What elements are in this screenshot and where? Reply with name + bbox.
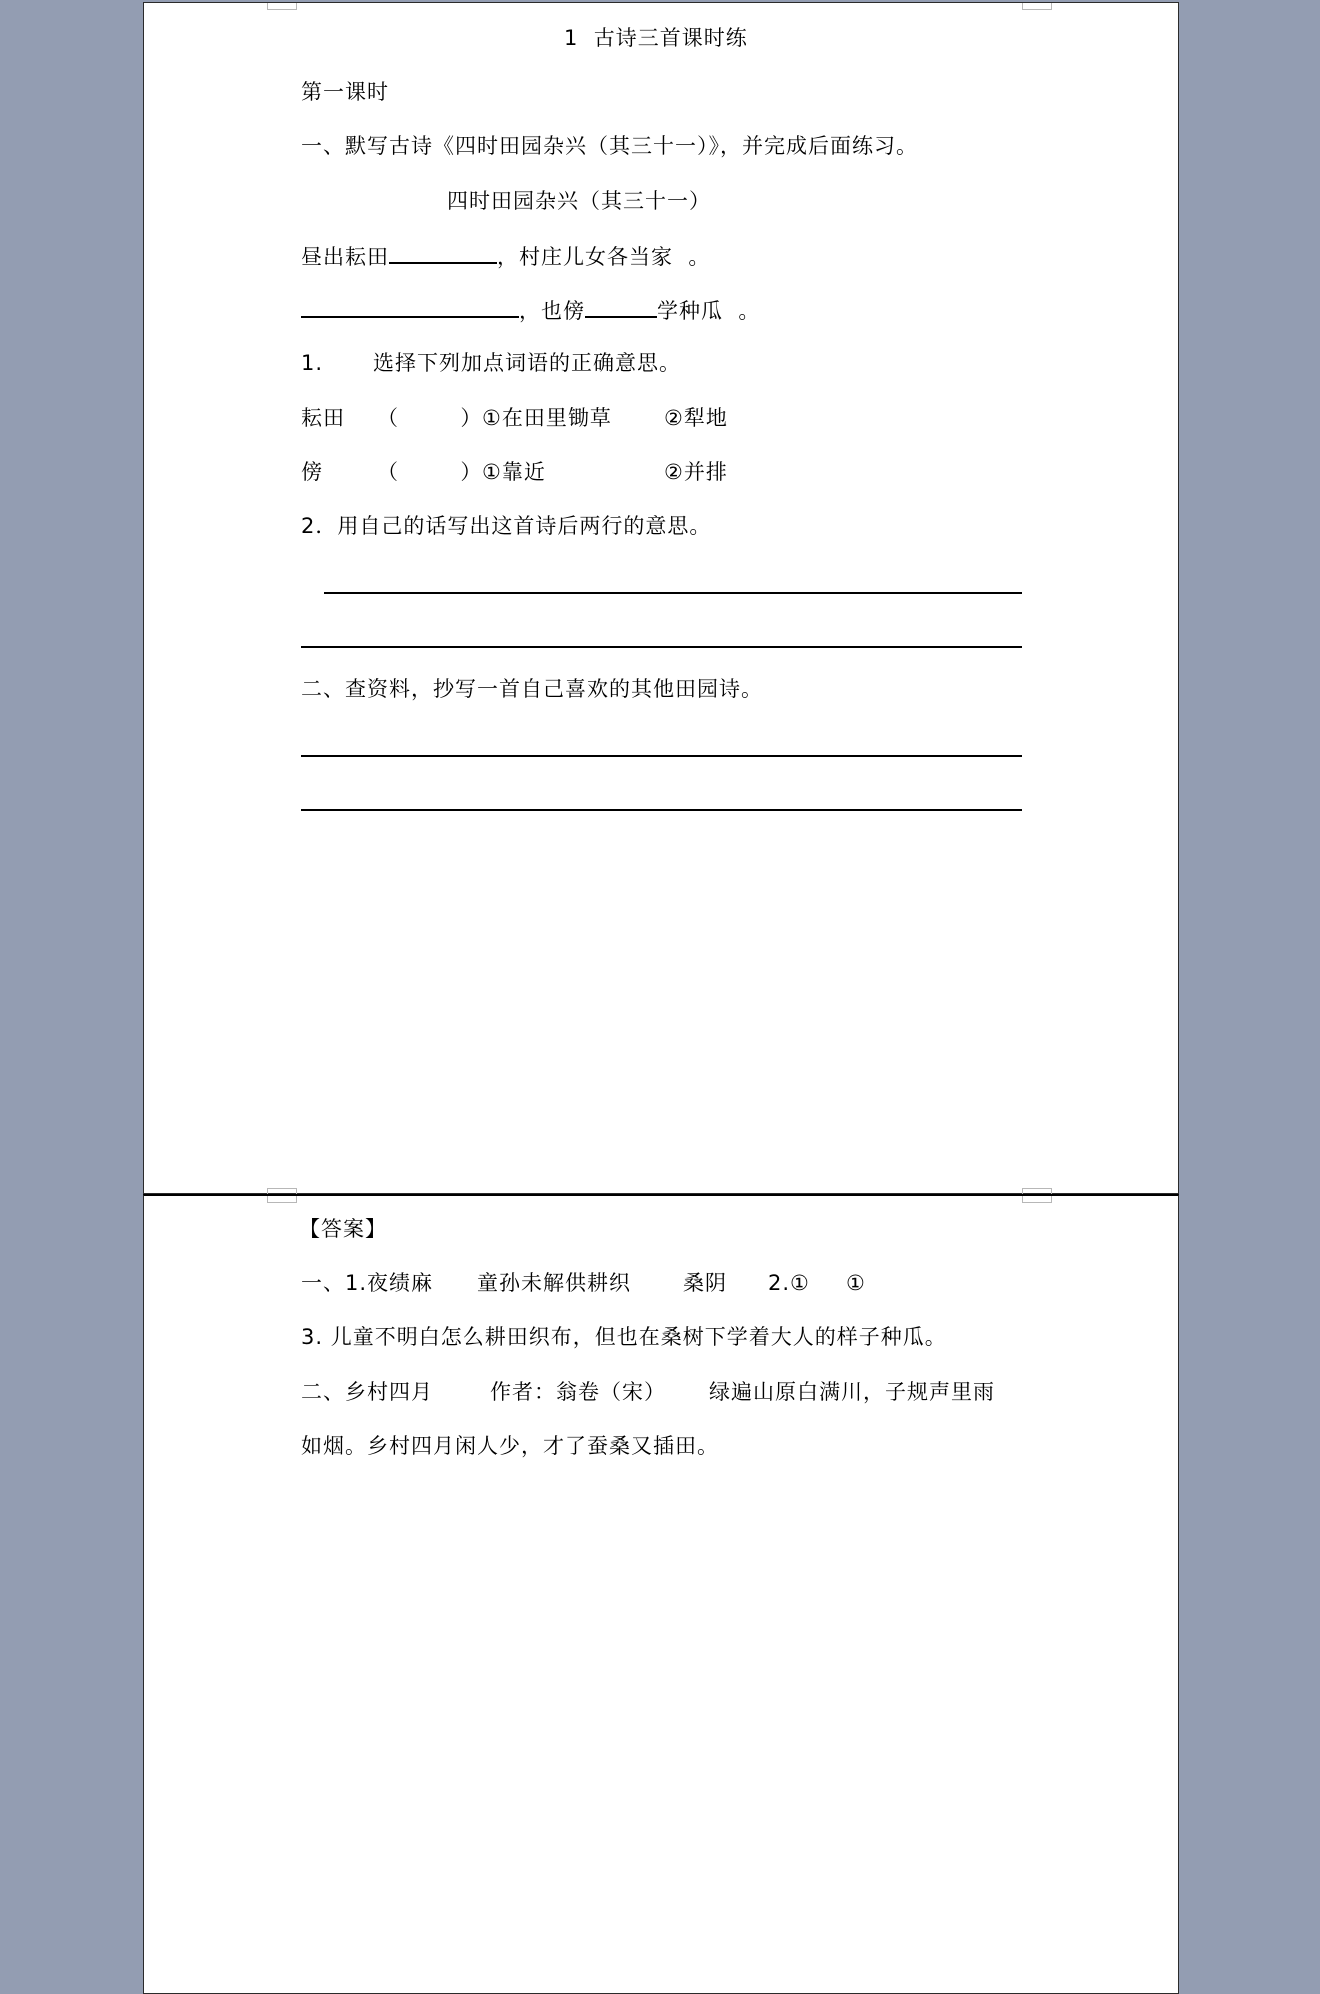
section2-heading: 二、查资料，抄写一首自己喜欢的其他田园诗。 <box>301 677 763 701</box>
answer-line-2: 3. 儿童不明白怎么耕田织布，但也在桑树下学着大人的样子种瓜。 <box>301 1325 947 1349</box>
page-title: 1 古诗三首课时练 <box>564 26 748 50</box>
answer-line-3c: 绿遍山原白满川，子规声里雨 <box>709 1380 995 1404</box>
poem-line-2 <box>301 294 760 326</box>
fill-blank[interactable] <box>389 240 497 264</box>
poem-line2-end: 。 <box>723 299 761 323</box>
q1-item1-option2: ②犁地 <box>664 406 728 430</box>
q1-text: 选择下列加点词语的正确意思。 <box>373 351 681 375</box>
answer-line-1b: 童孙未解供耕织 <box>477 1271 631 1295</box>
answer-line-1a: 一、1.夜绩麻 <box>301 1271 434 1295</box>
answer-line[interactable] <box>301 809 1022 811</box>
q1-item2-option1: ①靠近 <box>482 460 546 484</box>
crop-mark <box>267 3 297 10</box>
answers-heading: 【答案】 <box>299 1217 387 1241</box>
q1-item2-option2: ②并排 <box>664 460 728 484</box>
poem-line1-mid: ，村庄儿女各当家 <box>497 245 673 269</box>
section1-heading: 一、默写古诗《四时田园杂兴（其三十一）》，并完成后面练习。 <box>301 134 918 158</box>
answer-line[interactable] <box>301 755 1022 757</box>
answer-line-1d: 2.① <box>768 1271 810 1295</box>
q1-item1-option1: ①在田里锄草 <box>482 406 612 430</box>
q1-item2-word: 傍 <box>301 460 323 484</box>
q2-text: 2．用自己的话写出这首诗后两行的意思。 <box>301 514 712 538</box>
answer-line-3b: 作者：翁卷（宋） <box>490 1380 666 1404</box>
document-page-1 <box>143 2 1179 1194</box>
fill-blank[interactable] <box>301 294 519 318</box>
document-page-2 <box>143 1194 1179 1994</box>
q1-item2-paren[interactable]: （ ） <box>377 460 483 484</box>
answer-line-4: 如烟。乡村四月闲人少，才了蚕桑又插田。 <box>301 1434 719 1458</box>
q1-number: 1. <box>301 351 324 375</box>
lesson-label: 第一课时 <box>301 80 389 104</box>
answer-line-3a: 二、乡村四月 <box>301 1380 433 1404</box>
answer-line-1e: ① <box>846 1271 866 1295</box>
poem-line-1 <box>301 240 710 272</box>
answer-line[interactable] <box>301 646 1022 648</box>
q1-item1-word: 耘田 <box>301 406 345 430</box>
poem-line1-start: 昼出耘田 <box>301 245 389 269</box>
crop-mark <box>1022 3 1052 10</box>
poem-title: 四时田园杂兴（其三十一） <box>447 189 711 213</box>
poem-line2-after: 学种瓜 <box>657 299 723 323</box>
fill-blank[interactable] <box>585 294 657 318</box>
q1-item1-paren[interactable]: （ ） <box>377 406 483 430</box>
crop-mark <box>1022 1196 1052 1203</box>
answer-line-1c: 桑阴 <box>683 1271 727 1295</box>
answer-line[interactable] <box>324 592 1022 594</box>
poem-line2-mid: ，也傍 <box>519 299 585 323</box>
crop-mark <box>267 1196 297 1203</box>
poem-line1-end: 。 <box>673 245 711 269</box>
